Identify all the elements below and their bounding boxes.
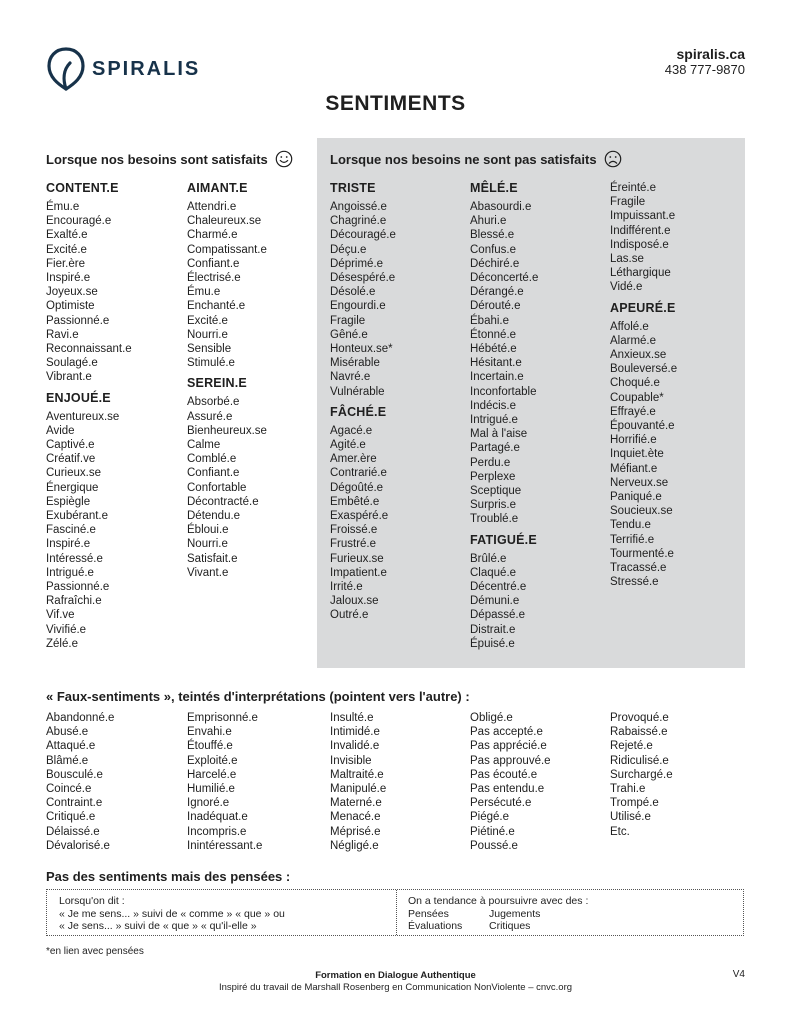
- list-item: Piétiné.e: [470, 825, 515, 838]
- feeling-item: Fier.ère: [46, 257, 85, 270]
- feeling-item: Enchanté.e: [187, 300, 246, 313]
- list-item: Lorsqu'on dit :: [59, 895, 125, 907]
- feeling-item: Tourmenté.e: [610, 547, 674, 560]
- list-item: Négligé.e: [330, 839, 379, 852]
- list-item: Pas approuvé.e: [470, 754, 551, 767]
- feeling-item: Vivant.e: [187, 566, 229, 579]
- feeling-item: Captivé.e: [46, 439, 95, 452]
- unsatisfied-heading-text: Lorsque nos besoins ne sont pas satisfaits: [330, 152, 597, 167]
- feeling-item: Charmé.e: [187, 229, 238, 242]
- box-divider: [396, 890, 397, 935]
- feeling-item: Dépassé.e: [470, 609, 525, 622]
- feeling-item: Créatif.ve: [46, 453, 96, 466]
- feeling-item: Fragile: [330, 314, 366, 327]
- feeling-item: Impatient.e: [330, 566, 387, 579]
- feeling-item: Ébloui.e: [187, 524, 229, 537]
- feeling-group: [187, 181, 267, 370]
- feeling-item: Ébahi.e: [470, 314, 510, 327]
- unsatisfied-heading: [330, 150, 622, 168]
- feeling-item: Bouleversé.e: [610, 363, 678, 376]
- feeling-item: Chaleureux.se: [187, 215, 262, 228]
- feeling-item: Blessé.e: [470, 229, 515, 242]
- list-item: Pas accepté.e: [470, 726, 543, 739]
- feeling-item: Vif.ve: [46, 609, 75, 622]
- feeling-item: Claqué.e: [470, 566, 517, 579]
- feeling-item: Horrifié.e: [610, 434, 657, 447]
- feeling-item: Choqué.e: [610, 377, 660, 390]
- list-item: Humilié.e: [187, 783, 235, 796]
- list-item: Menacé.e: [330, 811, 381, 824]
- feeling-item: Ému.e: [46, 201, 80, 213]
- faux-column-1: [46, 711, 114, 853]
- feeling-item: Incertain.e: [470, 371, 524, 384]
- phone-number: 438 777-9870: [664, 62, 745, 77]
- feeling-item: Troublé.e: [470, 513, 519, 526]
- logo-text: SPIRALIS: [92, 57, 201, 80]
- list-item: Poussé.e: [470, 839, 518, 852]
- feeling-item: Tracassé.e: [610, 562, 667, 575]
- feeling-item: Hésitant.e: [470, 357, 522, 370]
- category-title: APEURÉ.E: [610, 300, 676, 315]
- feeling-item: Honteux.se*: [330, 343, 393, 356]
- feeling-item: Indisposé.e: [610, 238, 669, 251]
- feeling-item: Intéressé.e: [46, 552, 103, 565]
- footer-title: Formation en Dialogue Authentique: [315, 970, 476, 981]
- feeling-item: Effrayé.e: [610, 405, 656, 418]
- feeling-item: Embêté.e: [330, 495, 380, 508]
- feeling-item: Exaspéré.e: [330, 510, 389, 523]
- feeling-item: Épouvanté.e: [610, 420, 675, 433]
- frown-icon: [604, 150, 622, 168]
- feeling-item: Passionné.e: [46, 314, 110, 327]
- feeling-item: Reconnaissant.e: [46, 343, 132, 356]
- list-item: Insulté.e: [330, 712, 374, 724]
- feeling-group: [330, 405, 396, 623]
- feeling-item: Ahuri.e: [470, 215, 507, 228]
- feeling-item: Excité.e: [46, 243, 87, 256]
- feeling-item: Confus.e: [470, 243, 517, 256]
- feeling-item: Amer.ère: [330, 453, 377, 466]
- pensees-right-intro: On a tendance à poursuivre avec des :: [408, 895, 589, 907]
- feeling-item: Dérouté.e: [470, 300, 521, 313]
- pensees-heading: Pas des sentiments mais des pensées :: [46, 869, 291, 884]
- feeling-item: Passionné.e: [46, 581, 110, 594]
- feeling-item: Engourdi.e: [330, 300, 386, 313]
- feeling-item: Ému.e: [187, 286, 221, 299]
- list-item: Manipulé.e: [330, 783, 387, 796]
- list-item: Critiques: [489, 920, 531, 932]
- feeling-item: Léthargique: [610, 267, 671, 280]
- feeling-item: Coupable*: [610, 391, 664, 404]
- feeling-item: Stressé.e: [610, 576, 659, 589]
- feeling-item: Épuisé.e: [470, 637, 515, 650]
- contact-info: [665, 47, 745, 77]
- smiley-icon: [275, 150, 293, 168]
- list-item: Provoqué.e: [610, 712, 669, 724]
- feeling-item: Soulagé.e: [46, 357, 98, 370]
- list-item: Rejeté.e: [610, 740, 653, 753]
- category-title: TRISTE: [330, 181, 376, 195]
- list-item: Évaluations: [408, 920, 463, 932]
- list-item: Bousculé.e: [46, 768, 103, 781]
- list-item: Ignoré.e: [187, 797, 230, 810]
- list-item: Emprisonné.e: [187, 712, 258, 724]
- list-item: Intimidé.e: [330, 726, 380, 739]
- feeling-item: Gêné.e: [330, 328, 368, 341]
- feeling-group: [470, 181, 538, 527]
- feeling-item: Déchiré.e: [470, 257, 520, 270]
- logo: [46, 46, 200, 92]
- feeling-item: Mal à l'aise: [470, 428, 528, 441]
- feeling-item: Surpris.e: [470, 499, 517, 512]
- feeling-item: Déprimé.e: [330, 257, 384, 270]
- feeling-item: Décentré.e: [470, 581, 527, 594]
- feeling-item: Désolé.e: [330, 286, 376, 299]
- feeling-item: Dégoûté.e: [330, 481, 384, 494]
- feeling-item: Alarmé.e: [610, 334, 657, 347]
- version-label: V4: [732, 969, 745, 980]
- feeling-item: Confiant.e: [187, 467, 240, 480]
- feeling-item: Électrisé.e: [187, 272, 241, 285]
- list-item: Jugements: [489, 907, 541, 920]
- pensees-box: [46, 889, 744, 936]
- feeling-item: Rafraîchi.e: [46, 595, 102, 608]
- list-item: Abandonné.e: [46, 712, 115, 724]
- feeling-item: Chagriné.e: [330, 215, 387, 228]
- feeling-item: Vibrant.e: [46, 371, 92, 384]
- feeling-item: Attendri.e: [187, 201, 237, 213]
- pensees-right-col-1: [408, 908, 489, 933]
- faux-column-3: [330, 711, 386, 853]
- list-item: Délaissé.e: [46, 825, 100, 838]
- list-item: Etc.: [610, 825, 630, 838]
- list-item: Pas entendu.e: [470, 783, 545, 796]
- feeling-item: Joyeux.se: [46, 286, 98, 299]
- list-item: Coincé.e: [46, 783, 92, 796]
- feeling-item: Confiant.e: [187, 257, 240, 270]
- faux-column-2: [187, 711, 262, 853]
- pensees-right-text: [408, 895, 588, 933]
- feeling-item: Inspiré.e: [46, 538, 91, 551]
- feeling-item: Méfiant.e: [610, 462, 658, 475]
- list-item: Inadéquat.e: [187, 811, 248, 824]
- feeling-item: Impuissant.e: [610, 210, 676, 223]
- list-item: Incompris.e: [187, 825, 247, 838]
- feeling-item: Partagé.e: [470, 442, 520, 455]
- list-item: « Je me sens... » suivi de « comme » « que » ou: [59, 907, 285, 920]
- feeling-item: Zélé.e: [46, 637, 78, 650]
- feeling-item: Compatissant.e: [187, 243, 267, 256]
- footer: [0, 970, 791, 994]
- feeling-item: Las.se: [610, 253, 644, 266]
- feeling-item: Énergique: [46, 481, 99, 494]
- feeling-item: Inquiet.ète: [610, 448, 664, 461]
- feeling-item: Intrigué.e: [46, 566, 94, 579]
- feeling-item: Ravi.e: [46, 328, 79, 341]
- footnote: *en lien avec pensées: [46, 946, 144, 957]
- feeling-item: Comblé.e: [187, 453, 237, 466]
- feeling-item: Dérangé.e: [470, 286, 524, 299]
- feeling-item: Agité.e: [330, 439, 366, 452]
- feeling-item: Découragé.e: [330, 229, 396, 242]
- feeling-item: Irrité.e: [330, 581, 363, 594]
- feeling-item: Tendu.e: [610, 519, 651, 532]
- footer-credit: Inspiré du travail de Marshall Rosenberg en Communication NonViolente – cnvc.org: [218, 982, 573, 993]
- feeling-item: Avide: [46, 424, 75, 437]
- list-item: Attaqué.e: [46, 740, 96, 753]
- feeling-item: Brûlé.e: [470, 552, 507, 565]
- list-item: Trahi.e: [610, 783, 646, 796]
- feeling-item: Aventureux.se: [46, 410, 120, 423]
- feeling-item: Déçu.e: [330, 243, 367, 256]
- list-item: Pas écouté.e: [470, 768, 538, 781]
- feeling-item: Bienheureux.se: [187, 424, 267, 437]
- feeling-item: Nerveux.se: [610, 476, 669, 489]
- feeling-item: Frustré.e: [330, 538, 377, 551]
- list-item: Invisible: [330, 754, 372, 767]
- feeling-item: Assuré.e: [187, 410, 233, 423]
- feeling-item: Indécis.e: [470, 399, 517, 412]
- satisfied-column-2: [187, 181, 267, 586]
- feeling-item: Agacé.e: [330, 424, 373, 437]
- list-item: « Je sens... » suivi de « que » « qu'il-elle »: [59, 920, 257, 932]
- feeling-item: Nourri.e: [187, 538, 228, 551]
- feeling-item: Stimulé.e: [187, 357, 235, 370]
- feeling-item: Détendu.e: [187, 510, 241, 523]
- feeling-item: Fasciné.e: [46, 524, 96, 537]
- satisfied-heading: [46, 150, 293, 168]
- feeling-item: Froissé.e: [330, 524, 378, 537]
- category-title: AIMANT.E: [187, 181, 248, 195]
- feeling-item: Angoissé.e: [330, 201, 387, 213]
- feeling-item: Inconfortable: [470, 385, 537, 398]
- feeling-item: Distrait.e: [470, 623, 516, 636]
- unsatisfied-column-1: [330, 181, 396, 629]
- satisfied-heading-text: Lorsque nos besoins sont satisfaits: [46, 152, 268, 167]
- pensees-right-col-2: [489, 908, 540, 933]
- feeling-item: Fragile: [610, 196, 646, 209]
- feeling-item: Absorbé.e: [187, 396, 240, 409]
- category-title: CONTENT.E: [46, 181, 119, 195]
- feeling-item: Confortable: [187, 481, 247, 494]
- feeling-item: Sensible: [187, 343, 232, 356]
- feeling-item: Espiègle: [46, 495, 91, 508]
- spiral-logo-icon: [46, 46, 86, 92]
- feeling-item: Curieux.se: [46, 467, 101, 480]
- list-item: Inintéressant.e: [187, 839, 263, 852]
- feeling-group: [187, 376, 267, 580]
- feeling-item: Hébété.e: [470, 343, 517, 356]
- feeling-item: Exubérant.e: [46, 510, 109, 523]
- list-item: Pas apprécié.e: [470, 740, 547, 753]
- feeling-item: Abasourdi.e: [470, 201, 532, 213]
- feeling-item: Contrarié.e: [330, 467, 387, 480]
- category-title: ENJOUÉ.E: [46, 390, 111, 405]
- list-item: Materné.e: [330, 797, 382, 810]
- list-item: Méprisé.e: [330, 825, 381, 838]
- feeling-item: Exalté.e: [46, 229, 88, 242]
- feeling-item: Vidé.e: [610, 281, 643, 294]
- list-item: Trompé.e: [610, 797, 659, 810]
- feeling-item: Inspiré.e: [46, 272, 91, 285]
- feeling-item: Décontracté.e: [187, 495, 259, 508]
- feeling-item: Vivifié.e: [46, 623, 87, 636]
- feeling-item: Excité.e: [187, 314, 228, 327]
- feeling-group: [330, 181, 396, 399]
- feeling-item: Furieux.se: [330, 552, 384, 565]
- page-title: SENTIMENTS: [325, 92, 466, 115]
- list-item: Invalidé.e: [330, 740, 380, 753]
- list-item: Pensées: [408, 907, 449, 920]
- feeling-group: [46, 391, 132, 651]
- feeling-item: Démuni.e: [470, 595, 520, 608]
- feeling-item: Vulnérable: [330, 385, 385, 398]
- feeling-item: Soucieux.se: [610, 505, 673, 518]
- list-item: Utilisé.e: [610, 811, 651, 824]
- feeling-item: Paniqué.e: [610, 491, 662, 504]
- list-item: Exploité.e: [187, 754, 238, 767]
- unsatisfied-column-3: [610, 181, 677, 595]
- list-item: Surchargé.e: [610, 768, 673, 781]
- feeling-group: [610, 181, 677, 295]
- feeling-item: Misérable: [330, 357, 380, 370]
- feeling-item: Perplexe: [470, 470, 516, 483]
- feeling-item: Jaloux.se: [330, 595, 379, 608]
- feeling-group: [610, 301, 677, 590]
- feeling-item: Perdu.e: [470, 456, 511, 469]
- pensees-left-text: [59, 895, 285, 933]
- list-item: Maltraité.e: [330, 768, 384, 781]
- list-item: Piégé.e: [470, 811, 510, 824]
- feeling-item: Outré.e: [330, 609, 369, 622]
- faux-column-4: [470, 711, 551, 853]
- unsatisfied-column-2: [470, 181, 538, 657]
- feeling-group: [46, 181, 132, 385]
- category-title: SEREIN.E: [187, 376, 247, 391]
- feeling-item: Nourri.e: [187, 328, 228, 341]
- feeling-item: Indifférent.e: [610, 224, 671, 237]
- faux-sentiments-heading: « Faux-sentiments », teintés d'interprétations (pointent vers l'autre) :: [46, 689, 470, 704]
- feeling-item: Anxieux.se: [610, 349, 667, 362]
- list-item: Dévalorisé.e: [46, 839, 110, 852]
- list-item: Persécuté.e: [470, 797, 532, 810]
- feeling-item: Intrigué.e: [470, 414, 518, 427]
- list-item: Rabaissé.e: [610, 726, 668, 739]
- feeling-item: Sceptique: [470, 485, 522, 498]
- list-item: Ridiculisé.e: [610, 754, 669, 767]
- feeling-item: Satisfait.e: [187, 552, 238, 565]
- feeling-item: Optimiste: [46, 300, 95, 313]
- feeling-item: Étonné.e: [470, 328, 517, 341]
- category-title: FATIGUÉ.E: [470, 532, 537, 547]
- list-item: Harcelé.e: [187, 768, 237, 781]
- feeling-item: Terrifié.e: [610, 533, 655, 546]
- feeling-item: Calme: [187, 439, 221, 452]
- category-title: MÊLÉ.E: [470, 181, 518, 195]
- list-item: Critiqué.e: [46, 811, 96, 824]
- list-item: Étouffé.e: [187, 740, 233, 753]
- satisfied-column-1: [46, 181, 132, 657]
- feeling-item: Navré.e: [330, 371, 371, 384]
- list-item: Blâmé.e: [46, 754, 89, 767]
- website-link[interactable]: spiralis.ca: [676, 46, 745, 62]
- list-item: Contraint.e: [46, 797, 103, 810]
- feeling-item: Déconcerté.e: [470, 272, 539, 285]
- feeling-group: [470, 533, 538, 651]
- feeling-item: Éreinté.e: [610, 182, 657, 194]
- faux-column-5: [610, 711, 673, 839]
- feeling-item: Affolé.e: [610, 320, 649, 333]
- list-item: Envahi.e: [187, 726, 232, 739]
- list-item: Abusé.e: [46, 726, 89, 739]
- category-title: FÂCHÉ.E: [330, 404, 387, 419]
- feeling-item: Encouragé.e: [46, 215, 112, 228]
- feeling-item: Désespéré.e: [330, 272, 396, 285]
- list-item: Obligé.e: [470, 712, 513, 724]
